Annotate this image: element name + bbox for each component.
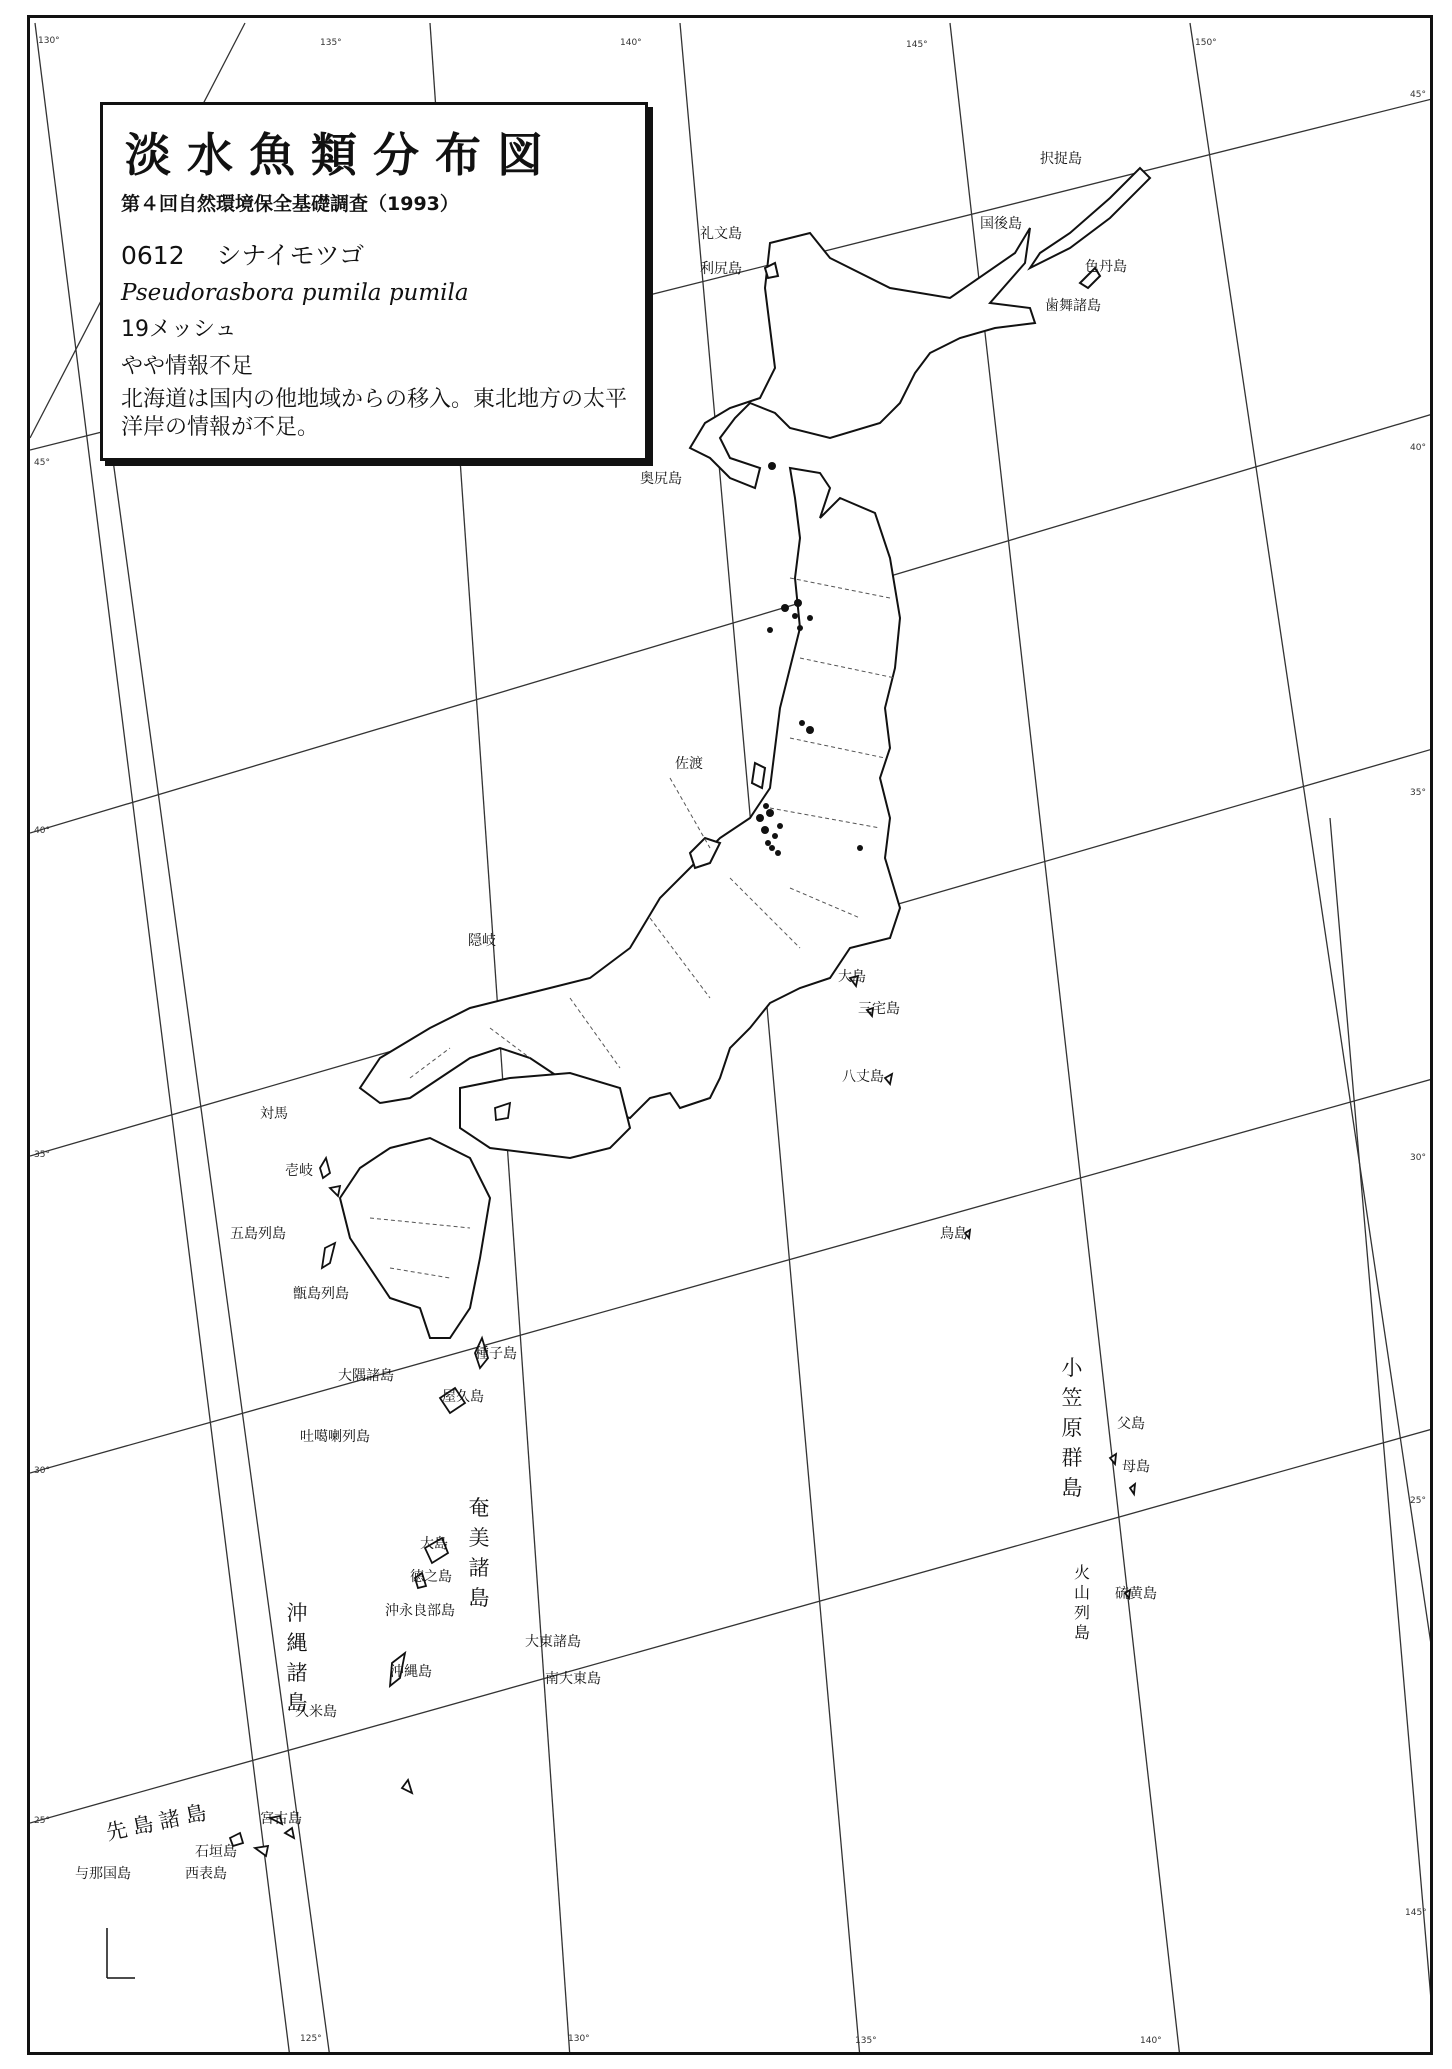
label-okinawa-island: 沖縄島 bbox=[390, 1664, 432, 1680]
label-group-kazan: 火山列島 bbox=[1073, 1563, 1090, 1642]
honshu bbox=[360, 468, 900, 1118]
label-amami-oshima: 大島 bbox=[420, 1536, 448, 1552]
kyushu bbox=[340, 1138, 490, 1338]
lat-label-left-25: 25° bbox=[34, 1816, 50, 1826]
lon-label-top-135: 135° bbox=[320, 38, 342, 48]
label-sado: 佐渡 bbox=[675, 756, 703, 772]
label-oshima: 大島 bbox=[838, 969, 866, 985]
label-oki: 隠岐 bbox=[468, 933, 496, 949]
label-iki: 壱岐 bbox=[285, 1163, 313, 1179]
map-title: 淡水魚類分布図 bbox=[125, 128, 559, 182]
label-ishigaki: 石垣島 bbox=[195, 1844, 237, 1860]
label-hahajima: 母島 bbox=[1122, 1459, 1150, 1475]
lon-label-bottom-140: 140° bbox=[1140, 2036, 1162, 2046]
lat-label-right-45: 45° bbox=[1410, 90, 1426, 100]
scientific-name: Pseudorasbora pumila pumila bbox=[121, 280, 469, 306]
label-miyako: 宮古島 bbox=[260, 1811, 302, 1827]
label-tanegashima: 種子島 bbox=[475, 1346, 517, 1362]
label-shikotan: 色丹島 bbox=[1085, 259, 1127, 275]
label-torishima: 鳥島 bbox=[940, 1226, 968, 1242]
lon-label-bottom-125: 125° bbox=[300, 2034, 322, 2044]
label-minami-daito: 南大東島 bbox=[545, 1671, 601, 1687]
label-koshiki: 甑島列島 bbox=[293, 1286, 349, 1302]
lat-label-left-40: 40° bbox=[34, 826, 50, 836]
label-habomai: 歯舞諸島 bbox=[1045, 298, 1101, 314]
label-okushiri: 奥尻島 bbox=[640, 471, 682, 487]
label-yonaguni: 与那国島 bbox=[75, 1866, 131, 1882]
shikoku bbox=[460, 1073, 630, 1158]
lon-label-top-130: 130° bbox=[38, 36, 60, 46]
lat-label-left-30: 30° bbox=[34, 1466, 50, 1476]
lon-label-bottom-130: 130° bbox=[568, 2034, 590, 2044]
lon-label-top-145: 145° bbox=[906, 40, 928, 50]
lat-label-left-45: 45° bbox=[34, 458, 50, 468]
lon-label-bottom-135: 135° bbox=[855, 2036, 877, 2046]
lat-label-left-35: 35° bbox=[34, 1150, 50, 1160]
legend-box bbox=[100, 102, 648, 461]
lat-label-right-25: 25° bbox=[1410, 1496, 1426, 1506]
label-miyake: 三宅島 bbox=[858, 1001, 900, 1017]
label-yakushima: 屋久島 bbox=[442, 1389, 484, 1405]
label-kunashiri: 国後島 bbox=[980, 216, 1022, 232]
lon-label-bottom-145: 145° bbox=[1405, 1908, 1427, 1918]
label-daito: 大東諸島 bbox=[525, 1634, 581, 1650]
label-etorofu: 択捉島 bbox=[1040, 151, 1082, 167]
lat-label-right-40: 40° bbox=[1410, 443, 1426, 453]
label-rebun: 礼文島 bbox=[700, 226, 742, 242]
label-tokunoshima: 徳之島 bbox=[410, 1569, 452, 1585]
label-group-amami: 奄美諸島 bbox=[468, 1496, 490, 1610]
lon-label-top-150: 150° bbox=[1195, 38, 1217, 48]
lon-label-top-140: 140° bbox=[620, 38, 642, 48]
label-rishiri: 利尻島 bbox=[700, 261, 742, 277]
distribution-note: 北海道は国内の他地域からの移入。東北地方の太平洋岸の情報が不足。 bbox=[121, 387, 628, 440]
lat-label-right-35: 35° bbox=[1410, 788, 1426, 798]
north-arrow bbox=[107, 1928, 135, 1978]
label-goto: 五島列島 bbox=[230, 1226, 286, 1242]
label-chichijima: 父島 bbox=[1117, 1416, 1145, 1432]
label-group-ogasawara: 小笠原群島 bbox=[1061, 1356, 1083, 1500]
label-okinoerabu: 沖永良部島 bbox=[385, 1603, 455, 1619]
species-code: 0612 bbox=[121, 241, 185, 270]
hokkaido bbox=[690, 168, 1150, 488]
label-tsushima: 対馬 bbox=[260, 1106, 288, 1122]
species-name-ja: シナイモツゴ bbox=[216, 241, 365, 270]
label-iriomote: 西表島 bbox=[185, 1866, 227, 1882]
label-tokara: 吐噶喇列島 bbox=[300, 1429, 370, 1445]
label-iwoto: 硫黄島 bbox=[1115, 1586, 1157, 1602]
data-status: やや情報不足 bbox=[121, 354, 254, 379]
mesh-count: 19メッシュ bbox=[121, 317, 237, 342]
label-osumi: 大隅諸島 bbox=[338, 1368, 394, 1384]
label-kume: 久米島 bbox=[295, 1704, 337, 1720]
species-heading bbox=[121, 236, 627, 272]
label-hachijo: 八丈島 bbox=[842, 1069, 884, 1085]
label-group-sakishima: 先島諸島 bbox=[103, 1799, 215, 1845]
label-group-okinawa: 沖縄諸島 bbox=[286, 1601, 308, 1715]
survey-name: 第４回自然環境保全基礎調査（1993） bbox=[121, 193, 459, 215]
lat-label-right-30: 30° bbox=[1410, 1153, 1426, 1163]
